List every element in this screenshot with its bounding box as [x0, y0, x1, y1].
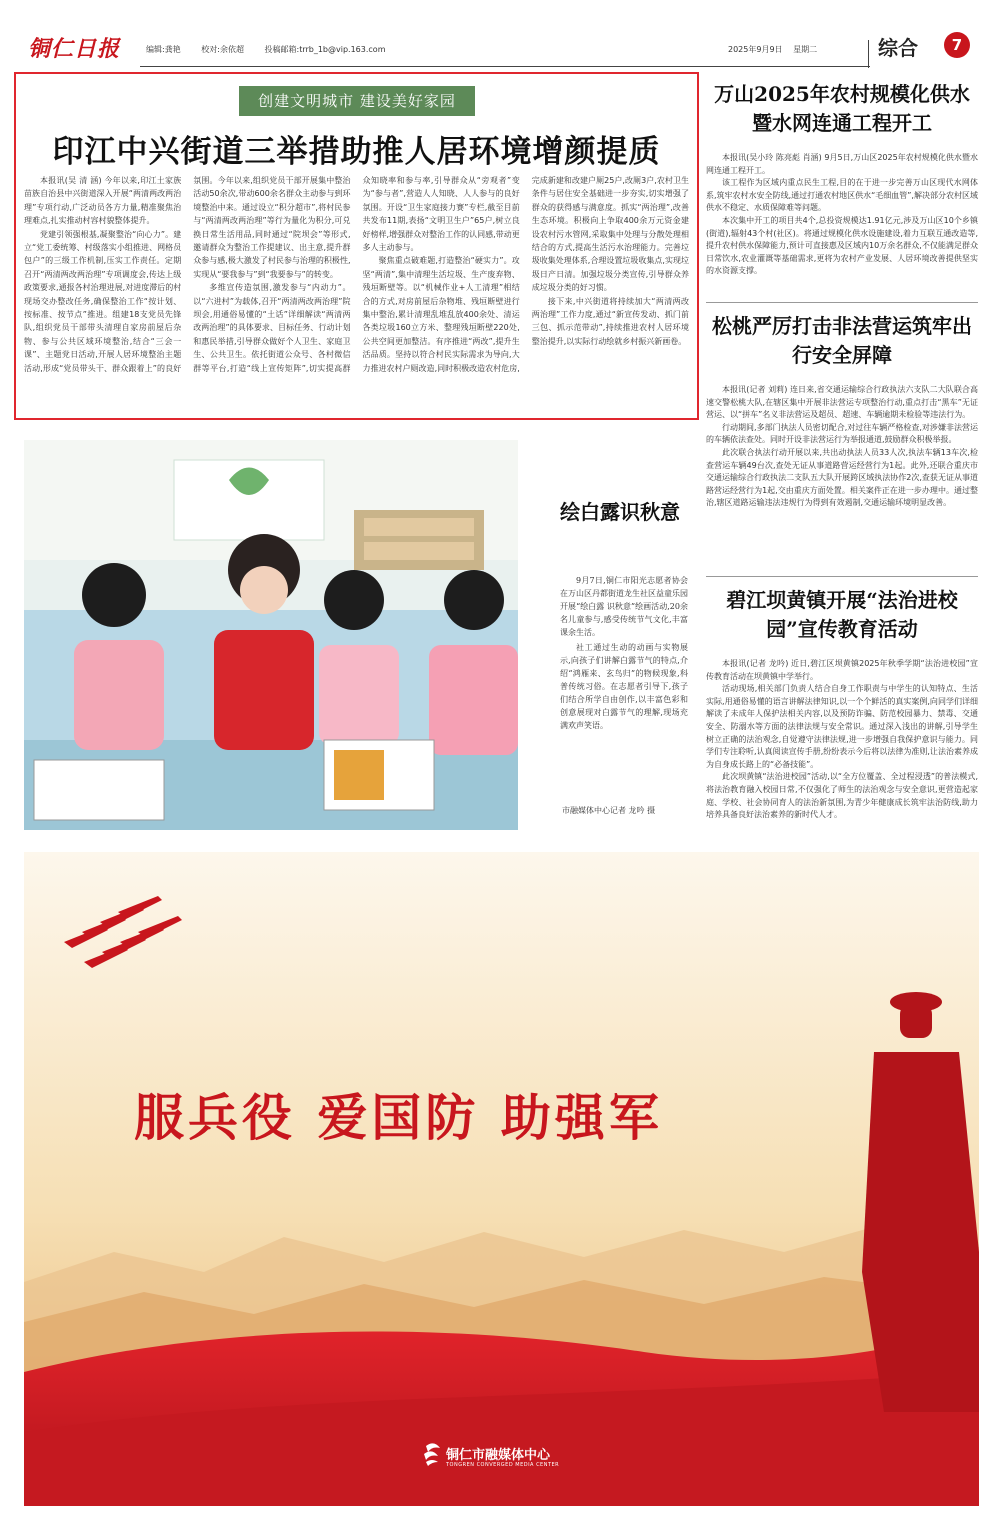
issue-weekday: 星期二	[793, 45, 818, 54]
section-name: 综合	[878, 36, 918, 60]
photo-credit: 市融媒体中心记者 龙吟 摄	[562, 806, 656, 815]
article-headline: 万山2025年农村规模化供水暨水网连通工程开工	[714, 82, 970, 135]
article-body	[706, 152, 978, 278]
article-paragraph: 行动期间,多部门执法人员密切配合,对过往车辆严格检查,对涉嫌非法营运的车辆依法查处。同时开设非法营运行为举报通道,鼓励群众积极举报。	[706, 422, 978, 445]
article-paragraph: 本报讯(记者 龙吟) 近日,碧江区坝黄镇2025年秋季学期“法治进校园”宣传教育活动在坝黄镇中学举行。	[706, 659, 978, 681]
lead-paragraph: 聚焦重点破难题,打造整治“硬实力”。攻坚“两清”,集中清理生活垃圾、生产废弃物、残垣断壁等。以“机械作业+人工清理”相结合的方式,对房前屋后杂物堆、残垣断壁进行集中整治,累计清理乱堆乱放400余处、清运各类垃圾160立方米、整理残垣断壁220处,公共空间更加整洁。有序推进“两改”,提升生活品质。坚持以符合村民实际需求为导向,大力推进农村户厕改造,同时积极改造农村危房,完成新建和改建户厕25户,改厕3户,农村卫生条件与居住安全基础进一步夯实,切实增强了群众的获得感与满意度。抓实“两治理”,改善生态环境。积极向上争取400余万元资金建设农村污水管网,采取集中处理与分散处理相结合的方式,提高生活污水治理能力。完善垃圾收集处理体系,合理设置垃圾收集点,实现垃圾日产日清。加强垃圾分类宣传,引导群众养成垃圾分类的好习惯。	[362, 176, 689, 373]
lead-paragraph: 党建引领强根基,凝聚整治“向心力”。建立“党工委统筹、村级落实小组推进、网格员包户”的三级工作机制,压实工作责任。定期召开“两清两改两治理”专项调度会,传达上级政策要求,通报各村治理进展,对进度滞后的村现场交办整改任务,确保整治工作“按计划、按标准、按节点”推进。组建18支党员先锋队,组织党员干部带头清理自家房前屋后杂物、参与公共区域环境整治,结合“三会一课”、主题党日活动,开展人居环境整治主题活动,形成“党员带头干、群众跟着上”的良好氛围。今年以来,组织党员干部开展集中整治活动50余次,带动600余名群众主动参与到环境整治中来。通过设立“积分超市”,将村民参与“两清两改两治理”等行为量化为积分,可兑换日常生活用品,同时通过“院坝会”等形式,邀请群众为整治工作提建议、出主意,提升群众参与感,极大激发了村民参与治理的积极性,实现从“要我参与”到“我要参与”的转变。	[24, 176, 351, 373]
article-divider	[706, 302, 978, 303]
article-paragraph: 此次联合执法行动开展以来,共出动执法人员33人次,执法车辆13车次,检查营运车辆49台次,查处无证从事道路营运经营行为1起。此外,还联合重庆市交通运输综合行政执法二支队五大队开展跨区域执法协作2次,查获无证从事道路营运经营行为1起,交由重庆方面处置。相关案件正在进一步办理中。通过整治,辖区道路运输违法违规行为得到有效遏制,交通运输环境明显改善。	[706, 447, 978, 508]
photo-illustration	[24, 440, 518, 830]
article-body	[706, 384, 978, 510]
article-divider	[706, 576, 978, 577]
ad-background	[24, 852, 979, 1506]
lead-article	[14, 72, 699, 420]
issue-date	[728, 44, 825, 55]
media-center-icon	[422, 1442, 442, 1466]
article-paragraph: 本报讯(记者 刘莉) 连日来,省交通运输综合行政执法六支队二大队联合高速交警松桃大队,在辖区集中开展非法营运专项整治行动,重点打击“黑车”无证营运、以“拼车”名义非法营运及超员、超速、车辆逾期未检验等违法行为。	[706, 385, 978, 420]
article-body	[706, 658, 978, 822]
page-number-badge: 7	[944, 32, 970, 58]
masthead-divider	[868, 40, 869, 68]
issue-date-text: 2025年9月9日	[728, 45, 783, 54]
photo-caption-title: 绘白露识秋意	[560, 500, 680, 524]
article-paragraph: 本次集中开工的项目共4个,总投资规模达1.91亿元,涉及万山区10个乡镇(街道),辐射43个村(社区)。将通过规模化供水设施建设,着力互联互通改造等,提升农村供水保障能力,预计可直接惠及区域内10万余名群众,不仅能满足群众日常饮水,农业灌溉等基础需求,更将为农村产业发展、人居环境改善提供坚实的水资源支撑。	[706, 215, 978, 276]
lead-kicker: 创建文明城市 建设美好家园	[239, 86, 475, 116]
caption-paragraph: 社工通过生动的动画与实物展示,向孩子们讲解白露节气的特点,介绍“鸿雁来、玄鸟归”的物候现象,科普传统习俗。在志愿者引导下,孩子们结合所学自由创作,以丰富色彩和创意展现对白露节气的理解,现场充满欢声笑语。	[560, 643, 688, 730]
lead-paragraph: 多维宣传造氛围,激发参与“内动力”。以“六进村”为载体,召开“两清两改两治理”院坝会,用通俗易懂的“土话”详细解读“两清两改两治理”的具体要求、目标任务、行动计划和惠民举措,引导群众做好个人卫生、家庭卫生、公共卫生。依托街道公众号、各村微信群等平台,打造“线上宣传矩阵”,切实提高群众知晓率和参与率,引导群众从“旁观者”变为“参与者”,营造人人知晓、人人参与的良好氛围。开设“卫生家庭接力赛”专栏,截至目前共发布11期,表扬“文明卫生户”65户,树立良好榜样,增强群众对整治工作的认同感,带动更多人主动参与。	[193, 176, 520, 373]
media-center-name: 铜仁市融媒体中心	[446, 1448, 551, 1463]
lead-paragraph: 接下来,中兴街道将持续加大“两清两改两治理”工作力度,通过“新宣传发动、抓门前三包、抓示范带动”,持续推进农村人居环境整治提升,以实际行动绘就乡村振兴新画卷。	[531, 296, 689, 346]
newspaper-logo: 铜仁日报	[28, 36, 121, 62]
masthead	[20, 30, 980, 66]
article-headline: 碧江坝黄镇开展“法治进校园”宣传教育活动	[726, 588, 958, 641]
article-paragraph: 此次坝黄镇“法治进校园”活动,以“全方位覆盖、全过程浸透”的普法模式,将法治教育融入校园日常,不仅强化了师生的法治观念与安全意识,更营造起家庭、学校、社会协同育人的法治新氛围,为青少年健康成长筑牢法治防线,助力培养具备良好法治素养的新时代人才。	[706, 772, 978, 820]
masthead-rule	[140, 66, 870, 67]
public-service-ad	[24, 852, 979, 1506]
article-wanshan-water	[706, 80, 978, 300]
article-headline: 松桃严厉打击非法营运筑牢出行安全屏障	[712, 314, 972, 367]
article-songtao-transport	[706, 312, 978, 574]
ad-slogan: 服兵役 爱国防 助强军	[134, 1089, 663, 1147]
article-bijiang-law	[706, 586, 978, 836]
article-paragraph: 本报讯(吴小玲 陈亮彪 肖涵) 9月5日,万山区2025年农村规模化供水暨水网连通工程开工。	[706, 153, 978, 175]
lead-paragraph: 本报讯(吴 清 涵) 今年以来,印江土家族苗族自治县中兴街道深入开展“两清两改两治理”专项行动,广泛动员各方力量,精准聚焦治理难点,扎实推动村容村貌整体提升。	[24, 176, 182, 226]
lead-headline: 印江中兴街道三举措助推人居环境增颜提质	[52, 134, 661, 170]
article-paragraph: 活动现场,相关部门负责人结合自身工作职责与中学生的认知特点、生活实际,用通俗易懂的语言讲解法律知识,以一个个鲜活的真实案例,向同学们详细解读了未成年人保护法相关内容,以及预防诈骗、防范校园暴力、禁毒、交通安全、防溺水等方面的法律法规与安全常识。通过深入浅出的讲解,引导学生树立正确的法治观念,自觉遵守法律法规,进一步增强自我保护意识与能力。同学们专注聆听,认真阅读宣传手册,纷纷表示今后将以法律为准则,让法治素养成为自身成长路上的“必备技能”。	[706, 684, 978, 769]
photo-caption-body	[560, 574, 688, 734]
lead-body	[24, 174, 689, 414]
article-paragraph: 该工程作为区域内重点民生工程,目的在于进一步完善万山区现代水网体系,筑牢农村水安全防线,通过打通农村地区供水“毛细血管”,解决部分农村区域供水不稳定、水质保障难等问题。	[706, 178, 978, 213]
proofreader-credit: 校对:余依超	[201, 45, 244, 54]
editor-credit: 编辑:龚艳	[146, 45, 181, 54]
media-center-english: TONGREN CONVERGED MEDIA CENTER	[446, 1462, 560, 1468]
caption-paragraph: 9月7日,铜仁市阳光志愿者协会在万山区丹都街道龙生社区益童乐园开展“绘白露 识秋意”绘画活动,20余名儿童参与,感受传统节气文化,丰富课余生活。	[560, 576, 688, 637]
masthead-meta	[146, 44, 404, 55]
submission-email: 投稿邮箱:trrb_1b@vip.163.com	[264, 45, 386, 54]
news-photo	[24, 440, 518, 830]
